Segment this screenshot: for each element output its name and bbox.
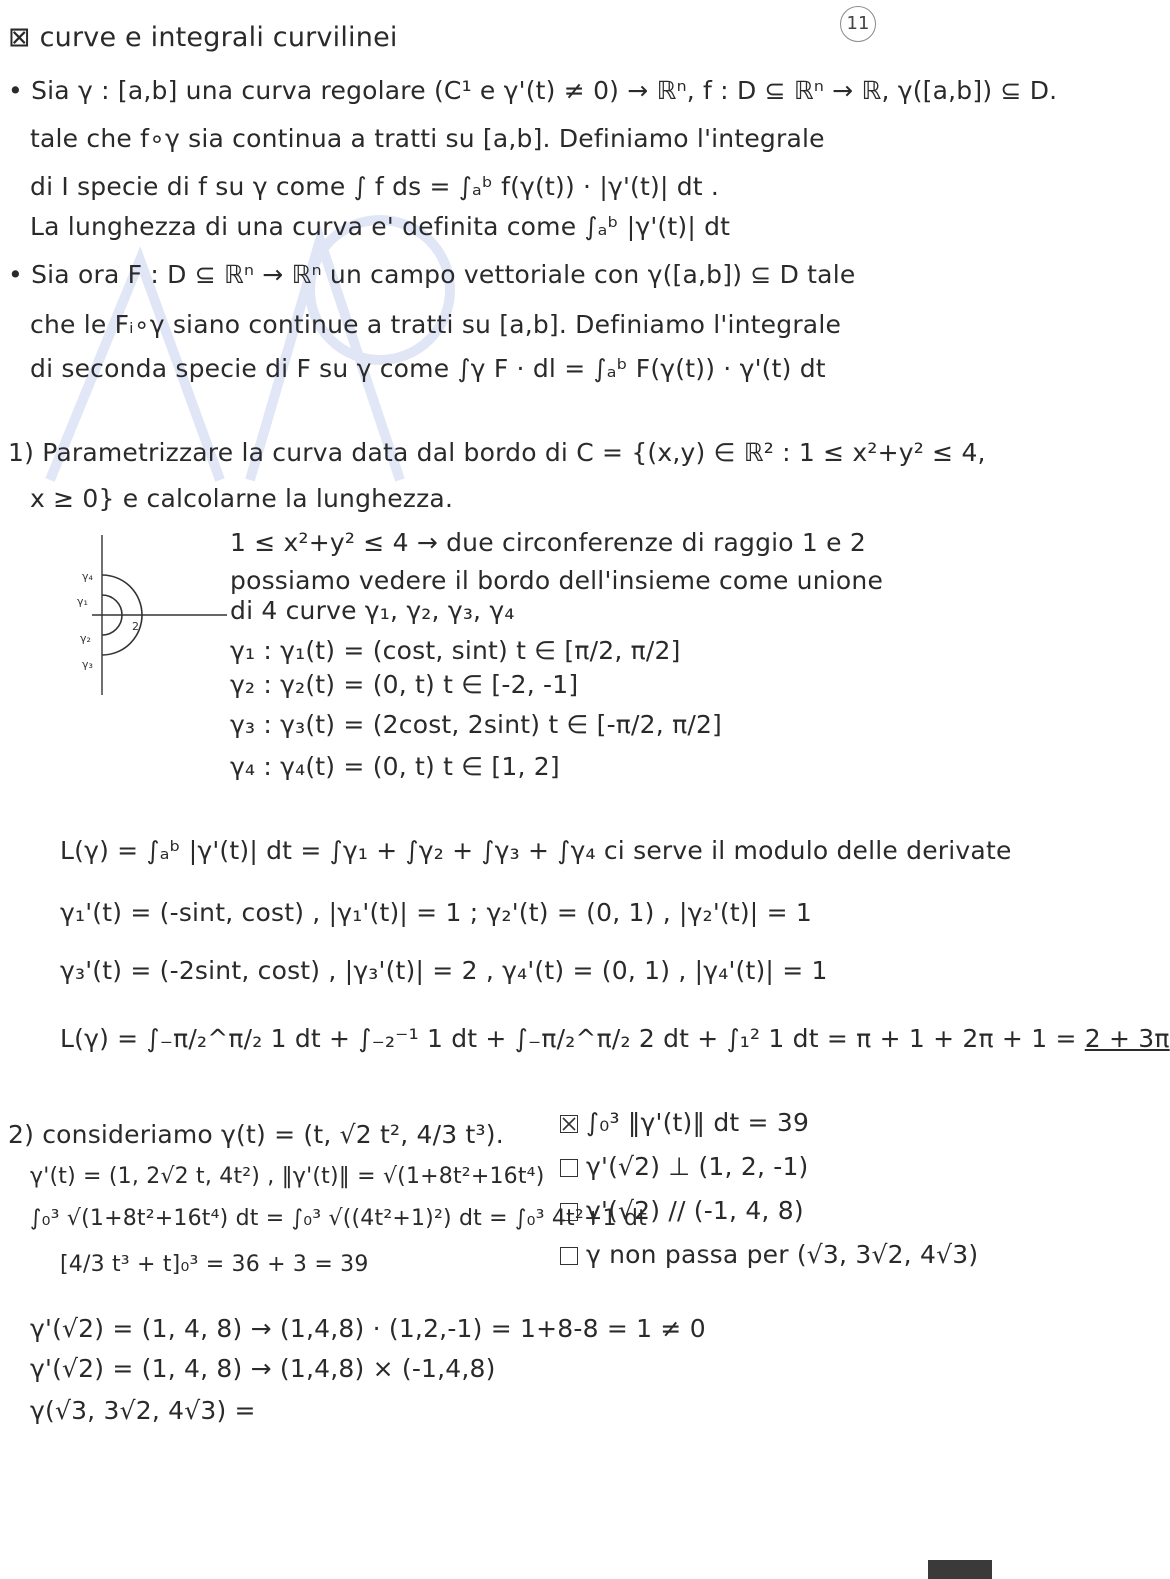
intro-line: • Sia γ : [a,b] una curva regolare (C¹ e γ'(t) ≠ 0) → ℝⁿ, f : D ⊆ ℝⁿ → ℝ, γ([a,b]) ⊆ D. <box>8 76 1058 105</box>
intro-line: tale che f∘γ sia continua a tratti su [a,b]. Definiamo l'integrale <box>30 124 825 153</box>
length-result-expression: L(γ) = ∫₋π/₂^π/₂ 1 dt + ∫₋₂⁻¹ 1 dt + ∫₋π/₂^π/₂ 2 dt + ∫₁² 1 dt = π + 1 + 2π + 1 = <box>60 1024 1085 1053</box>
checkbox-icon[interactable] <box>560 1159 578 1177</box>
checkbox-icon[interactable] <box>560 1247 578 1265</box>
curve-def: γ₂ : γ₂(t) = (0, t) t ∈ [-2, -1] <box>230 670 579 699</box>
intro-line: di I specie di f su γ come ∫ f ds = ∫ₐᵇ f(γ(t)) · |γ'(t)| dt . <box>30 172 720 201</box>
curve-def: γ₃ : γ₃(t) = (2cost, 2sint) t ∈ [-π/2, π/2] <box>230 710 722 739</box>
diagram-label-g1: γ₁ <box>77 595 88 608</box>
length-result-value: 2 + 3π <box>1084 1024 1170 1053</box>
intro2-line: che le Fᵢ∘γ siano continue a tratti su [a,b]. Definiamo l'integrale <box>30 310 842 339</box>
diagram-label-two: 2 <box>132 620 139 633</box>
option-label: γ'(√2) // (-1, 4, 8) <box>586 1196 804 1225</box>
exercise2-work: γ'(t) = (1, 2√2 t, 4t²) , ‖γ'(t)‖ = √(1+8t²+16t⁴) <box>30 1164 545 1189</box>
option-item[interactable] <box>560 1240 978 1269</box>
derivatives: γ₁'(t) = (-sint, cost) , |γ₁'(t)| = 1 ; γ₂'(t) = (0, 1) , |γ₂'(t)| = 1 <box>60 898 812 927</box>
option-label: ∫₀³ ‖γ'(t)‖ dt = 39 <box>586 1108 810 1137</box>
exercise1-note: possiamo vedere il bordo dell'insieme come unione <box>230 566 884 595</box>
exercise1-note: di 4 curve γ₁, γ₂, γ₃, γ₄ <box>230 596 515 625</box>
option-item[interactable] <box>560 1108 809 1137</box>
scan-edge-mark <box>928 1560 992 1579</box>
boundary-diagram <box>72 530 232 700</box>
option-item[interactable] <box>560 1152 809 1181</box>
exercise1-title: 1) Parametrizzare la curva data dal bordo di C = {(x,y) ∈ ℝ² : 1 ≤ x²+y² ≤ 4, <box>8 438 986 467</box>
diagram-label-g4: γ₄ <box>82 570 93 583</box>
option-label: γ non passa per (√3, 3√2, 4√3) <box>586 1240 979 1269</box>
length-formula: L(γ) = ∫ₐᵇ |γ'(t)| dt = ∫γ₁ + ∫γ₂ + ∫γ₃ + ∫γ₄ ci serve il modulo delle derivate <box>60 836 1012 865</box>
exercise2-work: [4/3 t³ + t]₀³ = 36 + 3 = 39 <box>60 1252 369 1277</box>
diagram-label-g3: γ₃ <box>82 658 93 671</box>
curve-def: γ₁ : γ₁(t) = (cost, sint) t ∈ [π/2, π/2] <box>230 636 681 665</box>
exercise2-title: 2) consideriamo γ(t) = (t, √2 t², 4/3 t³). <box>8 1120 504 1149</box>
intro2-line: • Sia ora F : D ⊆ ℝⁿ → ℝⁿ un campo vettoriale con γ([a,b]) ⊆ D tale <box>8 260 856 289</box>
length-result <box>60 1024 1170 1053</box>
exercise1-note: 1 ≤ x²+y² ≤ 4 → due circonferenze di raggio 1 e 2 <box>230 528 867 557</box>
derivatives: γ₃'(t) = (-2sint, cost) , |γ₃'(t)| = 2 , γ₄'(t) = (0, 1) , |γ₄'(t)| = 1 <box>60 956 828 985</box>
exercise2-check: γ'(√2) = (1, 4, 8) → (1,4,8) · (1,2,-1) = 1+8-8 = 1 ≠ 0 <box>30 1314 706 1343</box>
exercise2-work: ∫₀³ √(1+8t²+16t⁴) dt = ∫₀³ √((4t²+1)²) dt = ∫₀³ 4t²+1 dt <box>30 1206 647 1231</box>
intro2-line: di seconda specie di F su γ come ∫γ F · dl = ∫ₐᵇ F(γ(t)) · γ'(t) dt <box>30 354 826 383</box>
page-number: 11 <box>840 6 876 42</box>
curve-def: γ₄ : γ₄(t) = (0, t) t ∈ [1, 2] <box>230 752 560 781</box>
exercise2-check: γ'(√2) = (1, 4, 8) → (1,4,8) ⨯ (-1,4,8) <box>30 1354 496 1383</box>
section-heading: ⊠ curve e integrali curvilinei <box>8 22 398 53</box>
intro-line: La lunghezza di una curva e' definita come ∫ₐᵇ |γ'(t)| dt <box>30 212 731 241</box>
exercise2-check: γ(√3, 3√2, 4√3) = <box>30 1396 256 1425</box>
diagram-label-g2: γ₂ <box>80 632 91 645</box>
option-label: γ'(√2) ⊥ (1, 2, -1) <box>586 1152 809 1181</box>
checked-box-icon[interactable] <box>560 1115 578 1133</box>
exercise1-title: x ≥ 0} e calcolarne la lunghezza. <box>30 484 454 513</box>
